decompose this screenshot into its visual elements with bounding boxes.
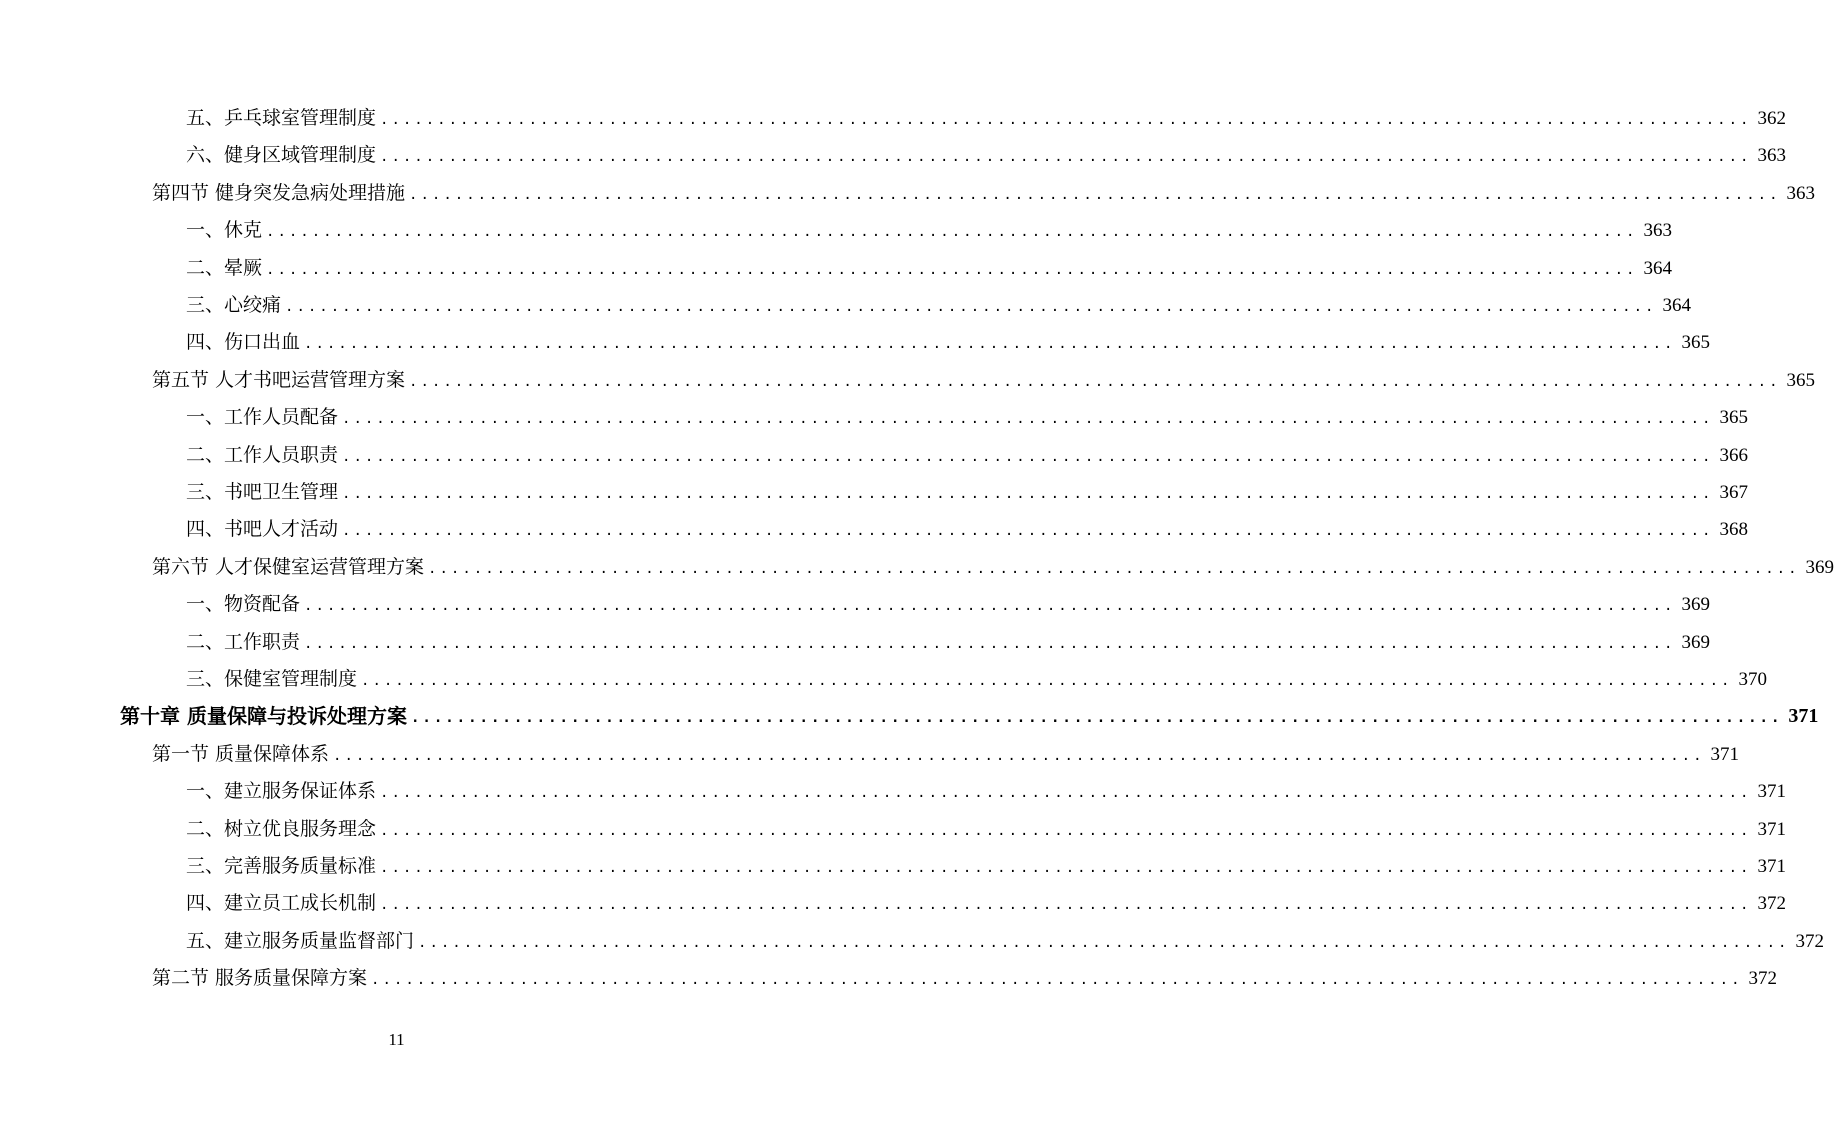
toc-entry-title: 四、建立员工成长机制	[186, 892, 377, 915]
toc-entry-title: 四、书吧人才活动	[186, 518, 339, 541]
toc-entry-page-number: 371	[1757, 856, 1786, 877]
toc-entry-title: 第六节 人才保健室运营管理方案	[152, 555, 425, 578]
toc-entry-title: 二、晕厥	[186, 256, 263, 279]
toc-entry-page-number: 364	[1662, 295, 1691, 316]
toc-entry-page-number: 369	[1681, 631, 1710, 653]
toc-entry[interactable]	[186, 474, 1748, 511]
dot-leader: ........................................................................................................................	[380, 149, 1752, 166]
toc-entry[interactable]	[186, 399, 1748, 436]
toc-entry-title: 一、工作人员配备	[186, 406, 339, 429]
toc-entry[interactable]	[186, 811, 1786, 848]
dot-leader: ........................................................................................................................	[418, 934, 1790, 951]
toc-entry[interactable]	[186, 624, 1710, 661]
toc-entry[interactable]	[186, 250, 1672, 287]
toc-entry-title: 二、工作人员职责	[186, 443, 339, 466]
toc-entry[interactable]	[186, 923, 1824, 960]
toc-entry-page-number: 370	[1738, 669, 1767, 690]
toc-entry-page-number: 369	[1681, 594, 1710, 616]
toc-entry[interactable]	[186, 212, 1672, 249]
dot-leader: ........................................................................................................................	[342, 448, 1714, 465]
toc-entry-page-number: 371	[1757, 781, 1786, 803]
toc-entry-page-number: 363	[1643, 220, 1672, 242]
toc-entry-title: 一、物资配备	[186, 593, 301, 616]
toc-entry-title: 一、休克	[186, 219, 263, 242]
toc-entry-title: 第二节 服务质量保障方案	[152, 967, 368, 990]
dot-leader: ........................................................................................................................	[342, 411, 1714, 428]
dot-leader: ........................................................................................................................	[380, 822, 1752, 839]
toc-entry-page-number: 362	[1757, 108, 1786, 129]
toc-entry[interactable]	[152, 362, 1815, 399]
toc-entry-title: 第一节 质量保障体系	[152, 742, 330, 765]
toc-entry-title: 三、完善服务质量标准	[186, 855, 377, 877]
toc-entry-title: 四、伤口出血	[186, 331, 301, 354]
dot-leader: ........................................................................................................................	[342, 523, 1714, 540]
dot-leader: ........................................................................................................................	[380, 897, 1752, 914]
toc-entry-title: 第四节 健身突发急病处理措施	[152, 181, 406, 204]
toc-entry[interactable]	[186, 586, 1710, 623]
dot-leader: ........................................................................................................................	[410, 710, 1783, 727]
toc-entry-title: 六、健身区域管理制度	[186, 144, 377, 167]
dot-leader: ........................................................................................................................	[380, 785, 1752, 802]
toc-entry-title: 第十章 质量保障与投诉处理方案	[120, 704, 407, 729]
toc-entry[interactable]	[186, 100, 1786, 137]
toc-entry[interactable]	[186, 287, 1691, 324]
toc-entry-title: 三、书吧卫生管理	[186, 481, 339, 503]
dot-leader: ........................................................................................................................	[428, 560, 1800, 577]
toc-entry-title: 第五节 人才书吧运营管理方案	[152, 368, 406, 391]
toc-entry-page-number: 363	[1757, 145, 1786, 167]
toc-entry-page-number: 372	[1748, 968, 1777, 990]
toc-entry-title: 五、乒乓球室管理制度	[186, 107, 377, 129]
toc-entry-page-number: 369	[1805, 556, 1834, 578]
toc-entry[interactable]	[120, 698, 1819, 735]
toc-entry-title: 一、建立服务保证体系	[186, 780, 377, 803]
toc-entry[interactable]	[186, 773, 1786, 810]
toc-entry-title: 三、保健室管理制度	[186, 668, 358, 690]
dot-leader: ........................................................................................................................	[409, 186, 1781, 203]
dot-leader: ........................................................................................................................	[380, 112, 1752, 128]
toc-entry[interactable]	[186, 848, 1786, 885]
toc-entry[interactable]	[152, 960, 1777, 997]
toc-entry-page-number: 363	[1786, 182, 1815, 204]
toc-entry-page-number: 367	[1719, 482, 1748, 503]
toc-entry[interactable]	[186, 137, 1786, 174]
toc-entry-page-number: 365	[1719, 407, 1748, 429]
toc-entry-page-number: 371	[1757, 818, 1786, 840]
toc-entry-title: 五、建立服务质量监督部门	[186, 929, 415, 952]
toc-entry-page-number: 365	[1786, 369, 1815, 391]
dot-leader: ........................................................................................................................	[409, 373, 1781, 390]
toc-entry[interactable]	[186, 437, 1748, 474]
dot-leader: ........................................................................................................................	[285, 299, 1657, 315]
dot-leader: ........................................................................................................................	[333, 747, 1705, 764]
toc-entry[interactable]	[186, 661, 1767, 698]
toc-entry-page-number: 364	[1643, 257, 1672, 279]
page-number: 11	[388, 1030, 405, 1049]
toc-entry-page-number: 371	[1710, 743, 1739, 765]
toc-entry[interactable]	[152, 549, 1834, 586]
toc-entry-title: 二、树立优良服务理念	[186, 817, 377, 840]
dot-leader: ........................................................................................................................	[361, 673, 1733, 689]
dot-leader: ........................................................................................................................	[304, 598, 1676, 615]
dot-leader: ........................................................................................................................	[380, 860, 1752, 876]
toc-entry-page-number: 372	[1795, 930, 1824, 952]
dot-leader: ........................................................................................................................	[371, 972, 1743, 989]
toc-entry-page-number: 368	[1719, 519, 1748, 541]
toc-entry-title: 三、心绞痛	[186, 294, 282, 316]
dot-leader: ........................................................................................................................	[266, 224, 1638, 241]
dot-leader: ........................................................................................................................	[304, 336, 1676, 353]
toc-entry-title: 二、工作职责	[186, 630, 301, 653]
toc-entry[interactable]	[152, 175, 1815, 212]
toc-entry[interactable]	[186, 511, 1748, 548]
toc-entry[interactable]	[186, 324, 1710, 361]
dot-leader: ........................................................................................................................	[342, 486, 1714, 502]
dot-leader: ........................................................................................................................	[266, 261, 1638, 278]
toc-entry[interactable]	[186, 885, 1786, 922]
toc-entry-page-number: 365	[1681, 332, 1710, 354]
toc-entry-page-number: 371	[1788, 705, 1819, 728]
toc-entry-page-number: 372	[1757, 893, 1786, 915]
toc-entry[interactable]	[152, 736, 1739, 773]
toc-entry-page-number: 366	[1719, 444, 1748, 466]
dot-leader: ........................................................................................................................	[304, 635, 1676, 652]
